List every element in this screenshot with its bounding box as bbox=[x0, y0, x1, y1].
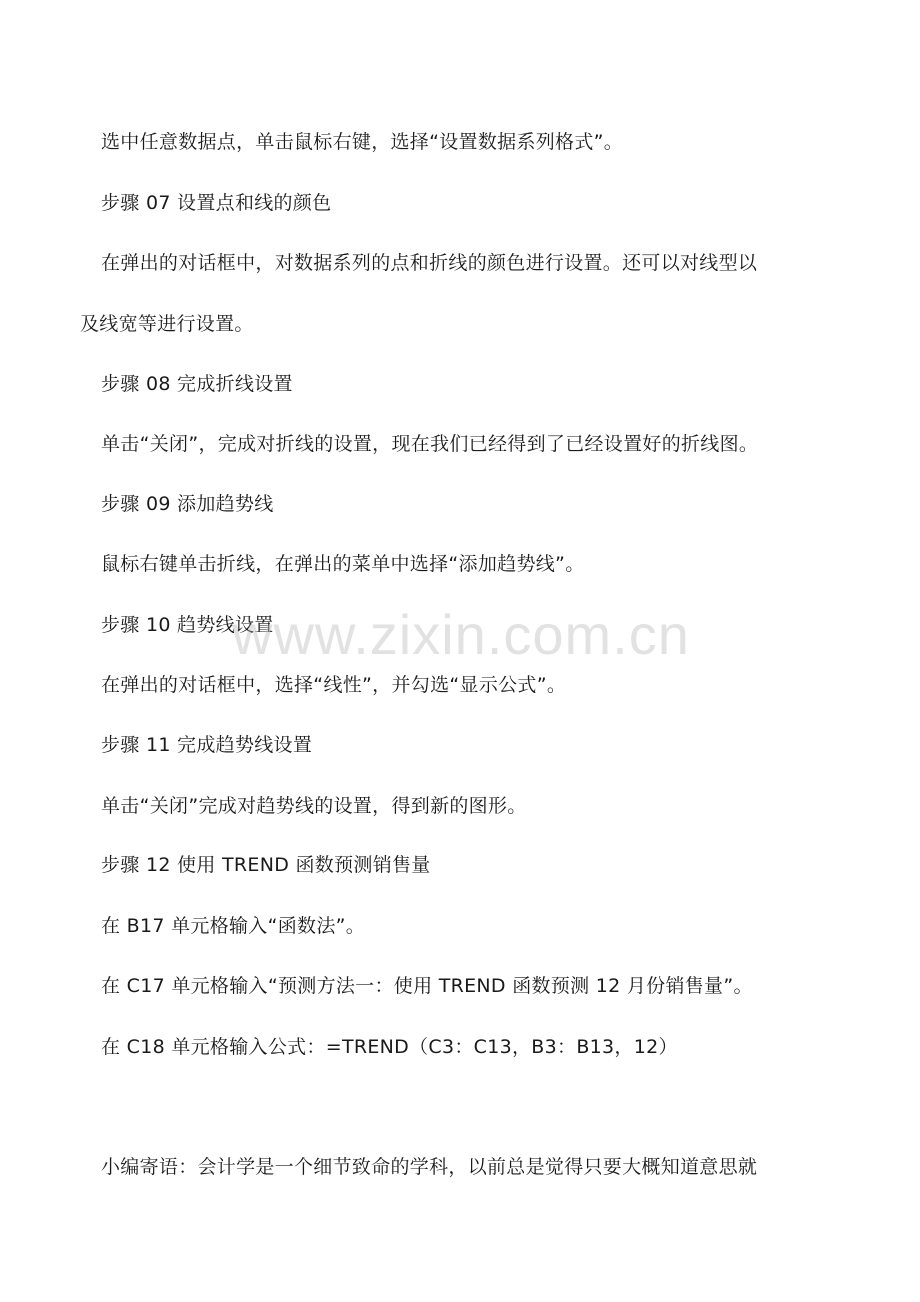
formula-line: 在 C18 单元格输入公式：=TREND（C3：C13，B3：B13，12） bbox=[101, 1036, 678, 1058]
step-heading: 步骤 11 完成趋势线设置 bbox=[101, 734, 313, 756]
step-heading: 步骤 10 趋势线设置 bbox=[101, 614, 274, 636]
watermark: www.zixin.com.cn bbox=[232, 603, 690, 666]
step-heading: 步骤 12 使用 TREND 函数预测销售量 bbox=[101, 854, 431, 876]
paragraph-line: 单击“关闭”完成对趋势线的设置，得到新的图形。 bbox=[101, 795, 527, 817]
paragraph-line: 单击“关闭”，完成对折线的设置，现在我们已经得到了已经设置好的折线图。 bbox=[101, 433, 759, 455]
paragraph-line: 在 B17 单元格输入“函数法”。 bbox=[101, 915, 366, 937]
editor-note-line: 小编寄语：会计学是一个细节致命的学科，以前总是觉得只要大概知道意思就 bbox=[101, 1156, 758, 1178]
paragraph-line: 在弹出的对话框中，选择“线性”，并勾选“显示公式”。 bbox=[101, 674, 567, 696]
paragraph-line: 及线宽等进行设置。 bbox=[80, 313, 254, 335]
paragraph-line: 在 C17 单元格输入“预测方法一：使用 TREND 函数预测 12 月份销售量”。 bbox=[101, 975, 753, 997]
paragraph-line: 鼠标右键单击折线，在弹出的菜单中选择“添加趋势线”。 bbox=[101, 553, 585, 575]
step-heading: 步骤 08 完成折线设置 bbox=[101, 373, 293, 395]
paragraph-line: 选中任意数据点，单击鼠标右键，选择“设置数据系列格式”。 bbox=[101, 131, 624, 153]
step-heading: 步骤 07 设置点和线的颜色 bbox=[101, 192, 332, 214]
step-heading: 步骤 09 添加趋势线 bbox=[101, 493, 274, 515]
paragraph-line: 在弹出的对话框中，对数据系列的点和折线的颜色进行设置。还可以对线型以 bbox=[101, 252, 758, 274]
